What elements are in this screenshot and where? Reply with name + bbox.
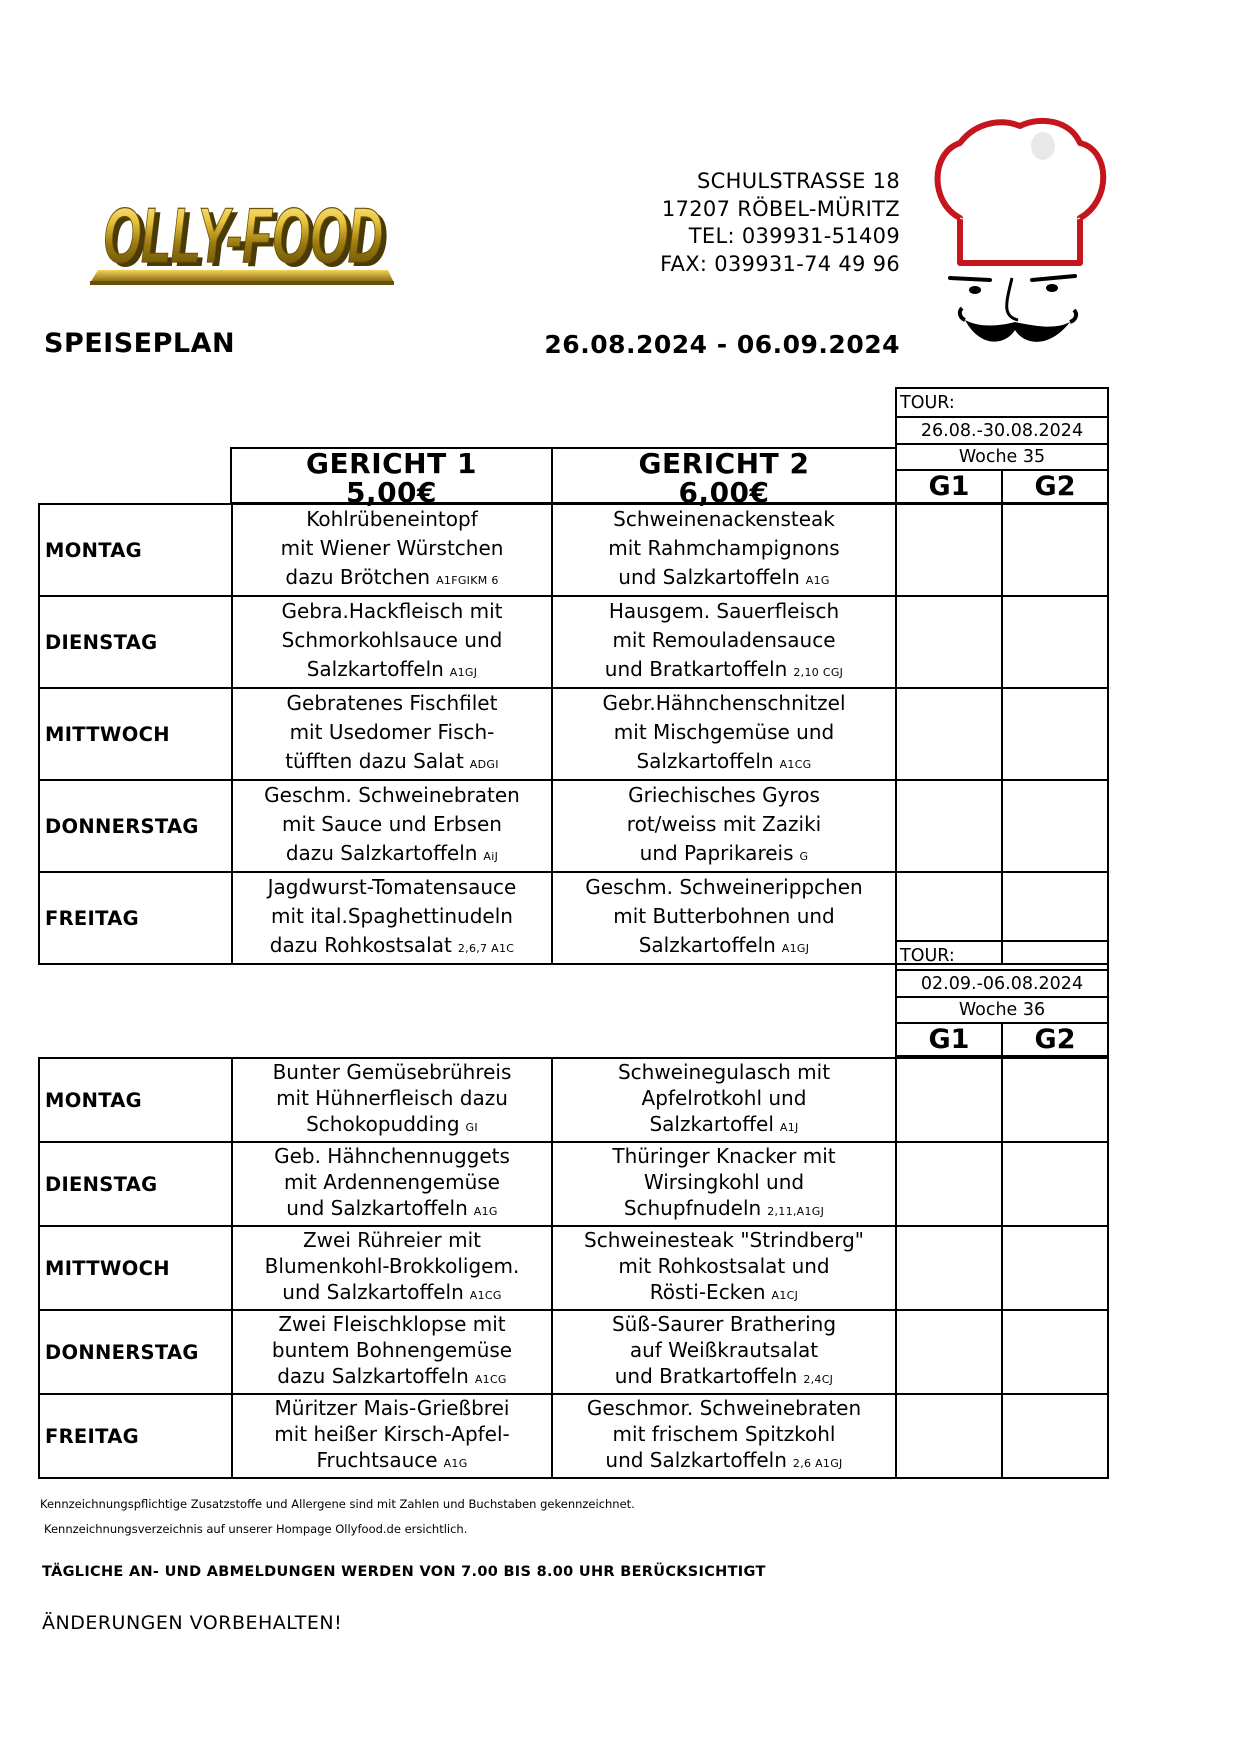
menu-table-week2 [38, 1057, 1109, 1479]
weekday-label: DIENSTAG [39, 1142, 232, 1226]
gericht2-dish [552, 596, 896, 688]
gericht2-dish [552, 504, 896, 596]
order-g2-cell[interactable] [1002, 1394, 1108, 1478]
page-title: SPEISEPLAN [44, 328, 236, 359]
dish-line: mit Wiener Würstchen [280, 536, 504, 560]
dish-line: Blumenkohl-Brokkoligem. [264, 1254, 520, 1278]
table-row [39, 1058, 1108, 1142]
allergen-codes: A1CJ [771, 1289, 799, 1302]
gericht2-dish [552, 688, 896, 780]
table-row [39, 596, 1108, 688]
order-g1-cell[interactable] [896, 780, 1002, 872]
gericht1-dish [232, 872, 552, 964]
dish-line: Geschmor. Schweinebraten [586, 1396, 862, 1420]
order-g2-cell[interactable] [1002, 688, 1108, 780]
dish-line: mit Usedomer Fisch- [289, 720, 495, 744]
weekday-label: MITTWOCH [39, 1226, 232, 1310]
dish-line: und Paprikareis [639, 841, 794, 865]
address-street: SCHULSTRASSE 18 [697, 169, 900, 193]
tour-dates: 26.08.-30.08.2024 [896, 417, 1108, 444]
dish-line: Gebra.Hackfleisch mit [281, 599, 503, 623]
allergen-codes: A1CG [474, 1373, 507, 1386]
order-g1-cell[interactable] [896, 688, 1002, 780]
dish-line: Schweinegulasch mit [617, 1060, 831, 1084]
dish-line: Bunter Gemüsebrühreis [272, 1060, 512, 1084]
dish-line: und Salzkartoffeln [605, 1448, 787, 1472]
order-g2-cell[interactable] [1002, 1142, 1108, 1226]
table-row [39, 688, 1108, 780]
dish-line: Müritzer Mais-Grießbrei [274, 1396, 510, 1420]
allergen-codes: A1CG [779, 758, 812, 771]
weekday-label: MONTAG [39, 504, 232, 596]
order-g1-cell[interactable] [896, 1394, 1002, 1478]
menu-table-week1 [38, 503, 1109, 965]
company-address [560, 168, 900, 278]
dish-line: mit Mischgemüse und [613, 720, 835, 744]
order-g2-cell[interactable] [1002, 1058, 1108, 1142]
order-g1-cell[interactable] [896, 1226, 1002, 1310]
dish-line: und Bratkartoffeln [604, 657, 788, 681]
dish-line: Hausgem. Sauerfleisch [608, 599, 840, 623]
weekday-label: DONNERSTAG [39, 1310, 232, 1394]
changes-reserved: ÄNDERUNGEN VORBEHALTEN! [42, 1612, 343, 1634]
weekday-label: DIENSTAG [39, 596, 232, 688]
gericht1-header [230, 447, 553, 509]
allergen-codes: A1GJ [449, 666, 478, 679]
table-row [39, 1394, 1108, 1478]
dish-line: Wirsingkohl und [643, 1170, 805, 1194]
gericht2-price: 6,00€ [678, 476, 770, 509]
dish-line: dazu Brötchen [285, 565, 431, 589]
dish-line: Gebratenes Fischfilet [286, 691, 498, 715]
dish-line: mit frischem Spitzkohl [612, 1422, 836, 1446]
table-row [39, 780, 1108, 872]
dish-line: mit ital.Spaghettinudeln [271, 904, 513, 928]
gericht1-dish [232, 688, 552, 780]
dish-line: Salzkartoffeln [638, 933, 776, 957]
table-row [39, 1226, 1108, 1310]
dish-line: Geschm. Schweinebraten [264, 783, 520, 807]
gericht1-price: 5,00€ [345, 476, 438, 509]
tour-box-week1 [895, 387, 1109, 504]
dish-line: und Salzkartoffeln [618, 565, 800, 589]
weekday-label: MITTWOCH [39, 688, 232, 780]
gericht2-dish [552, 780, 896, 872]
gericht2-dish [552, 1310, 896, 1394]
dish-line: dazu Salzkartoffeln [277, 1364, 469, 1388]
allergen-directory-note: Kennzeichnungsverzeichnis auf unserer Hompage Ollyfood.de ersichtlich. [44, 1522, 468, 1536]
order-g2-cell[interactable] [1002, 780, 1108, 872]
g1-column-header: G1 [896, 470, 1002, 503]
dish-line: mit Rahmchampignons [608, 536, 840, 560]
gericht1-dish [232, 1058, 552, 1142]
tour-dates: 02.09.-06.08.2024 [896, 970, 1108, 997]
gericht1-dish [232, 1394, 552, 1478]
allergen-codes: A1GJ [781, 942, 810, 955]
gericht1-dish [232, 780, 552, 872]
chef-illustration [920, 108, 1120, 363]
gericht1-dish [232, 504, 552, 596]
dish-line: mit Sauce und Erbsen [282, 812, 502, 836]
gericht2-header [551, 447, 897, 509]
dish-line: mit Remouladensauce [612, 628, 836, 652]
order-g1-cell[interactable] [896, 1310, 1002, 1394]
order-g2-cell[interactable] [1002, 1226, 1108, 1310]
dish-line: Schupfnudeln [623, 1196, 762, 1220]
order-g1-cell[interactable] [896, 596, 1002, 688]
dish-line: Kohlrübeneintopf [306, 507, 478, 531]
dish-line: Zwei Rühreier mit [302, 1228, 482, 1252]
dish-line: mit heißer Kirsch-Apfel- [274, 1422, 510, 1446]
dish-line: Jagdwurst-Tomatensauce [267, 875, 517, 899]
dish-line: tüfften dazu Salat [285, 749, 464, 773]
gericht2-dish [552, 1058, 896, 1142]
allergen-codes: 2,4CJ [803, 1373, 834, 1386]
address-tel: TEL: 039931-51409 [688, 224, 900, 248]
registration-notice: TÄGLICHE AN- UND ABMELDUNGEN WERDEN VON 7.00 BIS 8.00 UHR BERÜCKSICHTIGT [42, 1564, 766, 1580]
dish-line: mit Ardennengemüse [283, 1170, 500, 1194]
weekday-label: MONTAG [39, 1058, 232, 1142]
table-row [39, 1142, 1108, 1226]
dish-line: Thüringer Knacker mit [612, 1144, 836, 1168]
gericht1-dish [232, 596, 552, 688]
tour-week: Woche 35 [896, 444, 1108, 470]
dish-line: Salzkartoffel [649, 1112, 774, 1136]
g1-column-header: G1 [896, 1023, 1002, 1056]
address-city: 17207 RÖBEL-MÜRITZ [661, 196, 900, 221]
allergen-codes: 2,11,A1GJ [767, 1205, 825, 1218]
table-row [39, 504, 1108, 596]
gericht2-dish [552, 1142, 896, 1226]
allergen-codes: A1G [473, 1205, 498, 1218]
order-g2-cell[interactable] [1002, 1310, 1108, 1394]
dish-line: mit Hühnerfleisch dazu [276, 1086, 508, 1110]
olly-food-logo [88, 165, 398, 290]
dish-line: und Bratkartoffeln [614, 1364, 798, 1388]
dish-line: Salzkartoffeln [636, 749, 774, 773]
dish-line: Geschm. Schweinerippchen [585, 875, 863, 899]
table-row [39, 1310, 1108, 1394]
allergen-codes: A1G [805, 574, 830, 587]
dish-line: mit Rohkostsalat und [618, 1254, 830, 1278]
dish-line: Rösti-Ecken [649, 1280, 766, 1304]
allergen-codes: AiJ [483, 850, 499, 863]
svg-text:OLLY-FOOD: OLLY-FOOD [103, 191, 383, 279]
dish-line: Zwei Fleischklopse mit [278, 1312, 506, 1336]
dish-line: Schweinenackensteak [613, 507, 835, 531]
order-g1-cell[interactable] [896, 1058, 1002, 1142]
dish-line: und Salzkartoffeln [282, 1280, 464, 1304]
gericht2-dish [552, 872, 896, 964]
tour-box-week2 [895, 940, 1109, 1057]
dish-line: dazu Rohkostsalat [269, 933, 452, 957]
gericht1-dish [232, 1310, 552, 1394]
tour-label: TOUR: [896, 388, 1108, 417]
dish-line: Apfelrotkohl und [641, 1086, 807, 1110]
g2-column-header: G2 [1002, 470, 1108, 503]
order-g2-cell[interactable] [1002, 504, 1108, 596]
dish-line: Süß-Saurer Brathering [611, 1312, 837, 1336]
gericht2-title: GERICHT 2 [638, 447, 810, 480]
gericht2-dish [552, 1226, 896, 1310]
gericht2-dish [552, 1394, 896, 1478]
date-range: 26.08.2024 - 06.09.2024 [544, 330, 900, 359]
allergen-codes: A1CG [469, 1289, 502, 1302]
weekday-label: DONNERSTAG [39, 780, 232, 872]
allergen-codes: 2,6,7 A1C [457, 942, 515, 955]
allergen-codes: A1G [443, 1457, 468, 1470]
gericht1-dish [232, 1226, 552, 1310]
svg-text:OLLY-FOOD: OLLY-FOOD [108, 195, 388, 283]
dish-line: Schweinesteak "Strindberg" [584, 1228, 864, 1252]
dish-line: buntem Bohnengemüse [271, 1338, 513, 1362]
tour-week: Woche 36 [896, 997, 1108, 1023]
allergen-codes: GI [465, 1121, 478, 1134]
dish-line: Griechisches Gyros [628, 783, 820, 807]
dish-line: Schmorkohlsauce und [281, 628, 503, 652]
dish-line: mit Butterbohnen und [613, 904, 835, 928]
order-g2-cell[interactable] [1002, 596, 1108, 688]
allergen-codes: ADGI [469, 758, 499, 771]
dish-line: Salzkartoffeln [306, 657, 444, 681]
address-fax: FAX: 039931-74 49 96 [660, 251, 900, 276]
dish-line: Geb. Hähnchennuggets [274, 1144, 510, 1168]
dish-line: Fruchtsauce [316, 1448, 438, 1472]
order-g1-cell[interactable] [896, 504, 1002, 596]
allergen-codes: G [799, 850, 809, 863]
gericht1-dish [232, 1142, 552, 1226]
dish-line: Gebr.Hähnchenschnitzel [602, 691, 846, 715]
order-g1-cell[interactable] [896, 1142, 1002, 1226]
weekday-label: FREITAG [39, 1394, 232, 1478]
allergen-codes: 2,10 CGJ [793, 666, 844, 679]
allergen-codes: A1FGIKM 6 [436, 574, 499, 587]
dish-line: rot/weiss mit Zaziki [626, 812, 822, 836]
allergen-codes: A1J [779, 1121, 799, 1134]
tour-label: TOUR: [896, 941, 1108, 970]
allergen-note: Kennzeichnungspflichtige Zusatzstoffe und Allergene sind mit Zahlen und Buchstaben gekennzeichnet. [40, 1497, 635, 1511]
weekday-label: FREITAG [39, 872, 232, 964]
g2-column-header: G2 [1002, 1023, 1108, 1056]
dish-line: auf Weißkrautsalat [629, 1338, 819, 1362]
gericht1-title: GERICHT 1 [306, 447, 477, 480]
allergen-codes: 2,6 A1GJ [792, 1457, 843, 1470]
dish-line: und Salzkartoffeln [286, 1196, 468, 1220]
dish-line: Schokopudding [306, 1112, 460, 1136]
dish-line: dazu Salzkartoffeln [285, 841, 478, 865]
